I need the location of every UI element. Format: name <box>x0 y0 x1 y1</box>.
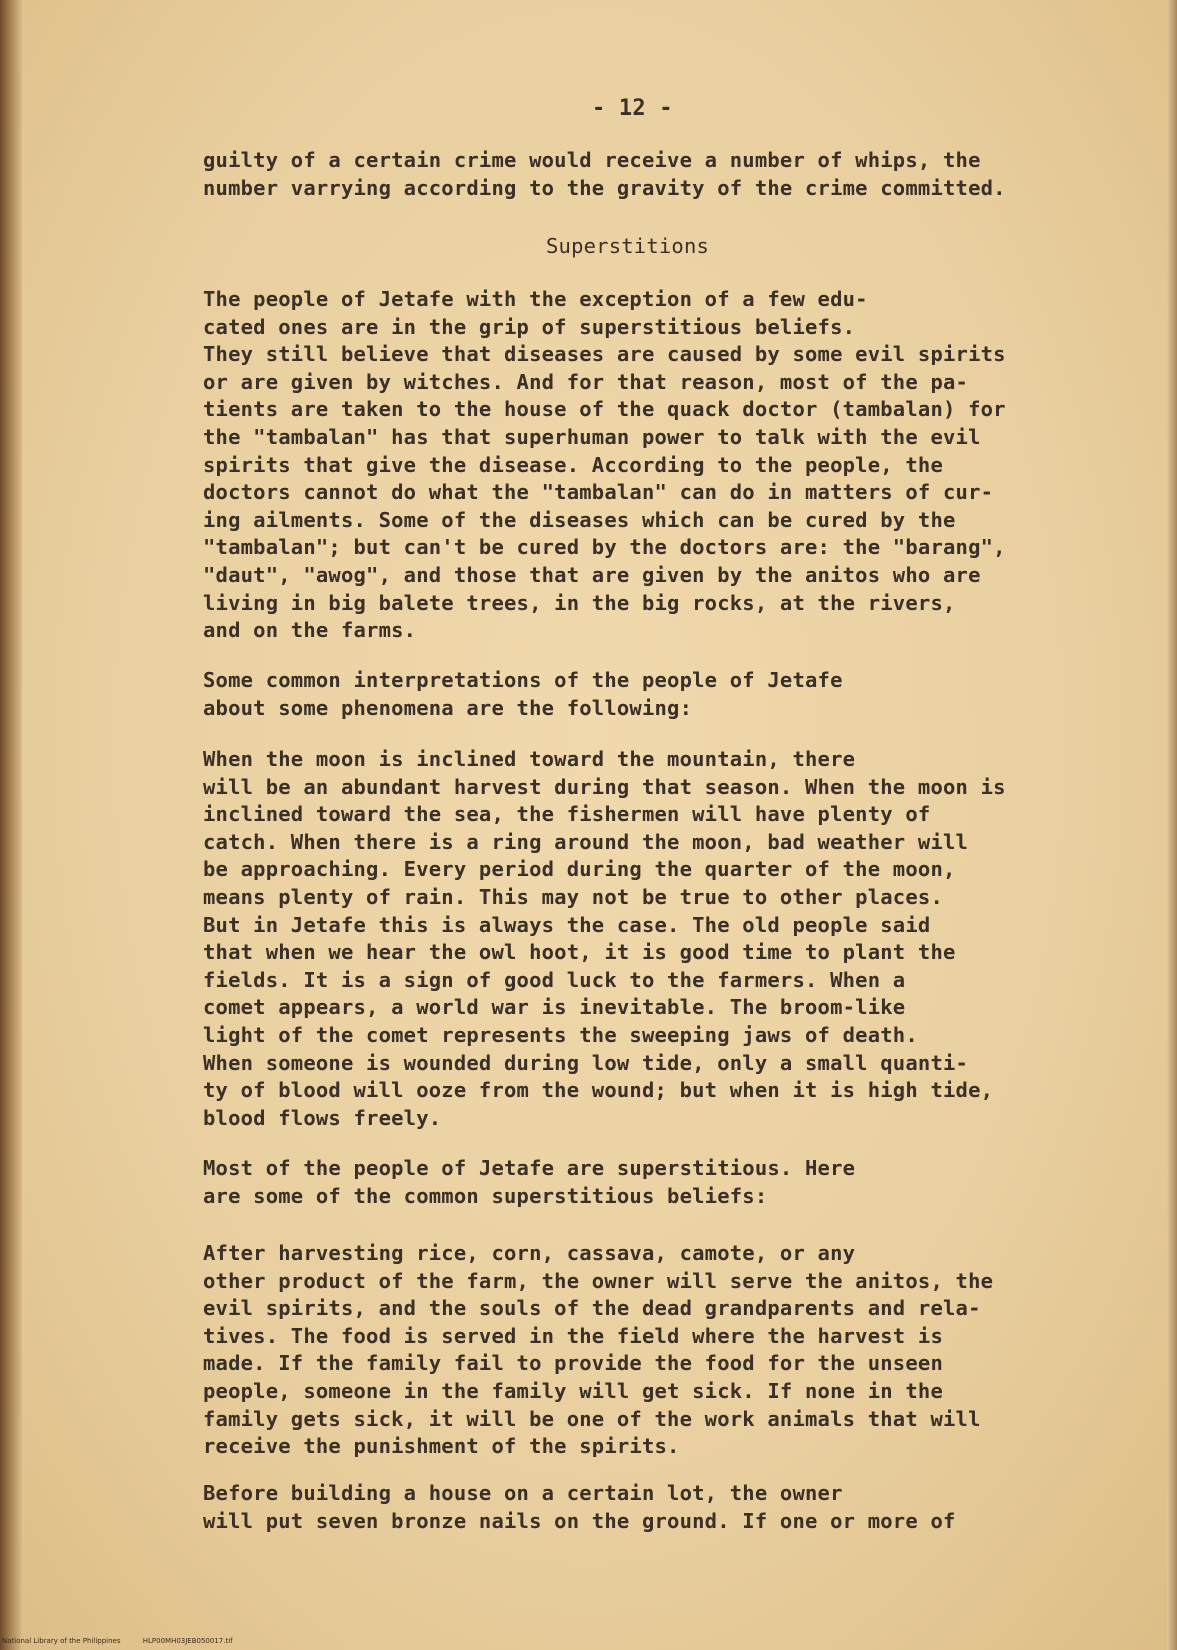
text-line: Before building a house on a certain lot, the owner <box>203 1481 843 1505</box>
text-line: cated ones are in the grip of superstitious beliefs. <box>203 314 856 339</box>
paragraph-harvest <box>203 1240 993 1461</box>
paragraph-house-building <box>203 1480 956 1535</box>
paragraph-superstitious-intro <box>203 1155 855 1210</box>
paragraph-diseases <box>203 286 1006 645</box>
intro-paragraph <box>203 147 1006 202</box>
text-line: or are given by witches. And for that reason, most of the pa- <box>203 369 969 394</box>
text-line: doctors cannot do what the "tambalan" can do in matters of cur- <box>203 480 994 505</box>
text-line: When the moon is inclined toward the mountain, there <box>203 747 856 771</box>
text-line: are some of the common superstitious beliefs: <box>203 1183 768 1208</box>
text-line: Some common interpretations of the people of Jetafe <box>203 668 843 692</box>
text-line: evil spirits, and the souls of the dead grandparents and rela- <box>203 1296 981 1321</box>
text-line: tients are taken to the house of the quack doctor (tambalan) for <box>203 397 1006 422</box>
text-line: be approaching. Every period during the quarter of the moon, <box>203 857 956 882</box>
text-line: When someone is wounded during low tide, only a small quanti- <box>203 1050 969 1075</box>
text-line: catch. When there is a ring around the moon, bad weather will <box>203 829 969 854</box>
section-heading: Superstitions <box>546 234 710 258</box>
text-line: means plenty of rain. This may not be true to other places. <box>203 884 943 909</box>
text-line: made. If the family fail to provide the food for the unseen <box>203 1351 943 1376</box>
text-line: other product of the farm, the owner will serve the anitos, the <box>203 1268 994 1293</box>
text-line: tives. The food is served in the field where the harvest is <box>203 1323 943 1348</box>
footer-file: HLP00MH03JEB050017.tif <box>142 1637 233 1645</box>
text-line: and on the farms. <box>203 618 417 643</box>
text-line: living in big balete trees, in the big rocks, at the rivers, <box>203 590 956 615</box>
text-line: After harvesting rice, corn, cassava, camote, or any <box>203 1241 856 1265</box>
text-line: Most of the people of Jetafe are superstitious. Here <box>203 1156 856 1180</box>
text-line: about some phenomena are the following: <box>203 695 693 720</box>
paragraph-interpretations-intro <box>203 667 843 722</box>
text-line: blood flows freely. <box>203 1105 442 1130</box>
text-line: fields. It is a sign of good luck to the farmers. When a <box>203 967 906 992</box>
text-line: family gets sick, it will be one of the work animals that will <box>203 1406 981 1431</box>
footer-library: National Library of the Philippines <box>2 1637 121 1645</box>
text-line: receive the punishment of the spirits. <box>203 1434 680 1459</box>
text-line: "tambalan"; but can't be cured by the doctors are: the "barang", <box>203 535 1006 560</box>
paragraph-phenomena <box>203 746 1006 1132</box>
text-line: The people of Jetafe with the exception of a few edu- <box>203 287 868 311</box>
text-line: light of the comet represents the sweeping jaws of death. <box>203 1022 918 1047</box>
text-line: will put seven bronze nails on the ground. If one or more of <box>203 1508 956 1533</box>
text-line: inclined toward the sea, the fishermen will have plenty of <box>203 802 931 827</box>
page-right-edge <box>1167 0 1177 1650</box>
text-line: people, someone in the family will get sick. If none in the <box>203 1378 943 1403</box>
text-line: will be an abundant harvest during that season. When the moon is <box>203 774 1006 799</box>
text-line: They still believe that diseases are caused by some evil spirits <box>203 342 1006 367</box>
text-line: the "tambalan" has that superhuman power to talk with the evil <box>203 424 981 449</box>
text-line: ing ailments. Some of the diseases which can be cured by the <box>203 507 956 532</box>
text-line: that when we hear the owl hoot, it is good time to plant the <box>203 940 956 965</box>
text-line: spirits that give the disease. According to the people, the <box>203 452 943 477</box>
text-line: ty of blood will ooze from the wound; but when it is high tide, <box>203 1078 994 1103</box>
page-number: - 12 - <box>592 96 673 121</box>
text-line: number varrying according to the gravity of the crime committed. <box>203 175 1006 200</box>
text-line: "daut", "awog", and those that are given by the anitos who are <box>203 562 981 587</box>
scan-footer <box>2 1637 253 1645</box>
text-line: But in Jetafe this is always the case. The old people said <box>203 912 931 937</box>
page-left-edge <box>0 0 22 1650</box>
text-line: comet appears, a world war is inevitable. The broom-like <box>203 995 906 1020</box>
text-line: guilty of a certain crime would receive a number of whips, the <box>203 148 981 172</box>
